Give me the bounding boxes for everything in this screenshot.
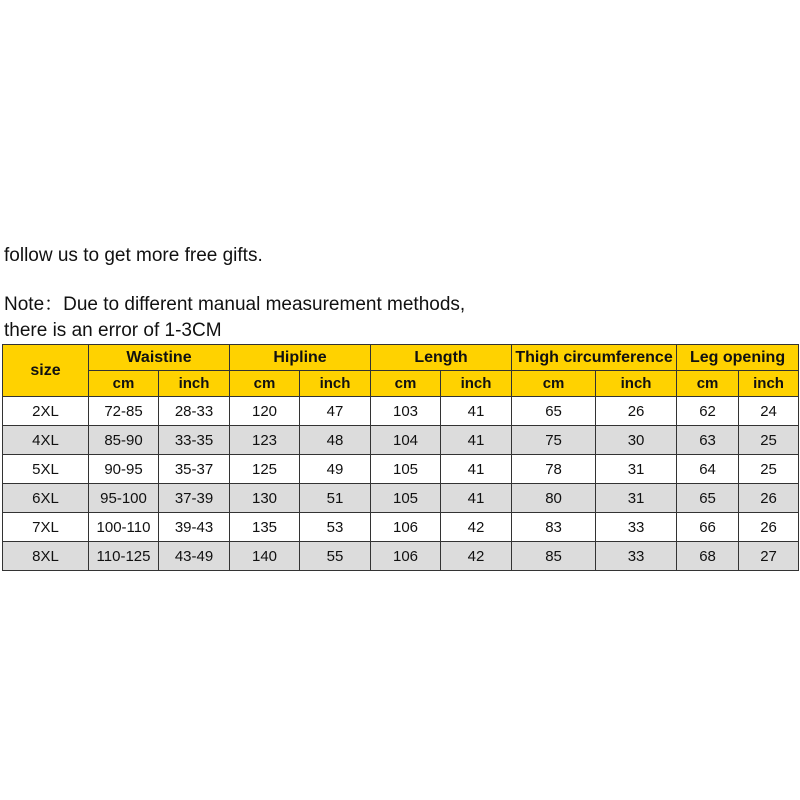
table-cell: 25 xyxy=(739,426,799,455)
table-cell: 42 xyxy=(441,513,512,542)
table-cell: 110-125 xyxy=(89,542,159,571)
table-cell: 120 xyxy=(230,397,300,426)
table-cell: 105 xyxy=(371,484,441,513)
table-cell: 26 xyxy=(596,397,677,426)
table-cell: 105 xyxy=(371,455,441,484)
size-cell: 8XL xyxy=(3,542,89,571)
table-cell: 30 xyxy=(596,426,677,455)
table-cell: 83 xyxy=(512,513,596,542)
table-cell: 51 xyxy=(300,484,371,513)
unit-header-cm: cm xyxy=(677,371,739,397)
table-cell: 78 xyxy=(512,455,596,484)
table-row xyxy=(3,397,799,426)
unit-header-cm: cm xyxy=(512,371,596,397)
table-cell: 65 xyxy=(677,484,739,513)
table-cell: 33-35 xyxy=(159,426,230,455)
table-cell: 24 xyxy=(739,397,799,426)
table-row xyxy=(3,513,799,542)
table-cell: 33 xyxy=(596,513,677,542)
note-line-1: Note：Due to different manual measurement methods, xyxy=(4,294,466,315)
group-header-thigh-circumference: Thigh circumference xyxy=(512,345,677,371)
table-row xyxy=(3,455,799,484)
group-header-leg-opening: Leg opening xyxy=(677,345,799,371)
table-cell: 49 xyxy=(300,455,371,484)
note-line-2: there is an error of 1-3CM xyxy=(4,320,222,341)
table-cell: 48 xyxy=(300,426,371,455)
size-cell: 5XL xyxy=(3,455,89,484)
table-cell: 62 xyxy=(677,397,739,426)
table-cell: 72-85 xyxy=(89,397,159,426)
table-cell: 26 xyxy=(739,513,799,542)
table-row xyxy=(3,542,799,571)
table-cell: 55 xyxy=(300,542,371,571)
table-cell: 26 xyxy=(739,484,799,513)
unit-header-inch: inch xyxy=(739,371,799,397)
size-cell: 6XL xyxy=(3,484,89,513)
table-cell: 130 xyxy=(230,484,300,513)
unit-header-cm: cm xyxy=(89,371,159,397)
table-cell: 47 xyxy=(300,397,371,426)
table-cell: 43-49 xyxy=(159,542,230,571)
group-header-hipline: Hipline xyxy=(230,345,371,371)
unit-header-inch: inch xyxy=(300,371,371,397)
table-cell: 28-33 xyxy=(159,397,230,426)
table-cell: 123 xyxy=(230,426,300,455)
size-cell: 4XL xyxy=(3,426,89,455)
group-header-length: Length xyxy=(371,345,512,371)
table-cell: 85-90 xyxy=(89,426,159,455)
size-header: size xyxy=(3,345,89,397)
table-cell: 63 xyxy=(677,426,739,455)
table-cell: 66 xyxy=(677,513,739,542)
size-chart-table xyxy=(2,344,799,571)
group-header-waistine: Waistine xyxy=(89,345,230,371)
header-row-units xyxy=(3,371,799,397)
size-cell: 2XL xyxy=(3,397,89,426)
table-cell: 85 xyxy=(512,542,596,571)
table-cell: 39-43 xyxy=(159,513,230,542)
table-cell: 103 xyxy=(371,397,441,426)
table-cell: 140 xyxy=(230,542,300,571)
table-cell: 27 xyxy=(739,542,799,571)
table-cell: 41 xyxy=(441,397,512,426)
table-cell: 95-100 xyxy=(89,484,159,513)
size-cell: 7XL xyxy=(3,513,89,542)
table-cell: 33 xyxy=(596,542,677,571)
table-cell: 125 xyxy=(230,455,300,484)
table-cell: 64 xyxy=(677,455,739,484)
unit-header-cm: cm xyxy=(230,371,300,397)
table-cell: 41 xyxy=(441,426,512,455)
promo-text: follow us to get more free gifts. xyxy=(4,245,263,266)
table-cell: 135 xyxy=(230,513,300,542)
table-cell: 31 xyxy=(596,484,677,513)
table-cell: 37-39 xyxy=(159,484,230,513)
table-cell: 106 xyxy=(371,513,441,542)
table-cell: 106 xyxy=(371,542,441,571)
table-cell: 90-95 xyxy=(89,455,159,484)
table-cell: 31 xyxy=(596,455,677,484)
unit-header-inch: inch xyxy=(159,371,230,397)
table-cell: 65 xyxy=(512,397,596,426)
unit-header-inch: inch xyxy=(596,371,677,397)
table-cell: 80 xyxy=(512,484,596,513)
table-cell: 53 xyxy=(300,513,371,542)
table-cell: 100-110 xyxy=(89,513,159,542)
unit-header-inch: inch xyxy=(441,371,512,397)
table-row xyxy=(3,426,799,455)
table-cell: 42 xyxy=(441,542,512,571)
table-cell: 104 xyxy=(371,426,441,455)
table-cell: 41 xyxy=(441,455,512,484)
table-cell: 35-37 xyxy=(159,455,230,484)
unit-header-cm: cm xyxy=(371,371,441,397)
table-cell: 41 xyxy=(441,484,512,513)
table-cell: 75 xyxy=(512,426,596,455)
table-cell: 25 xyxy=(739,455,799,484)
table-cell: 68 xyxy=(677,542,739,571)
header-row-groups xyxy=(3,345,799,371)
table-row xyxy=(3,484,799,513)
